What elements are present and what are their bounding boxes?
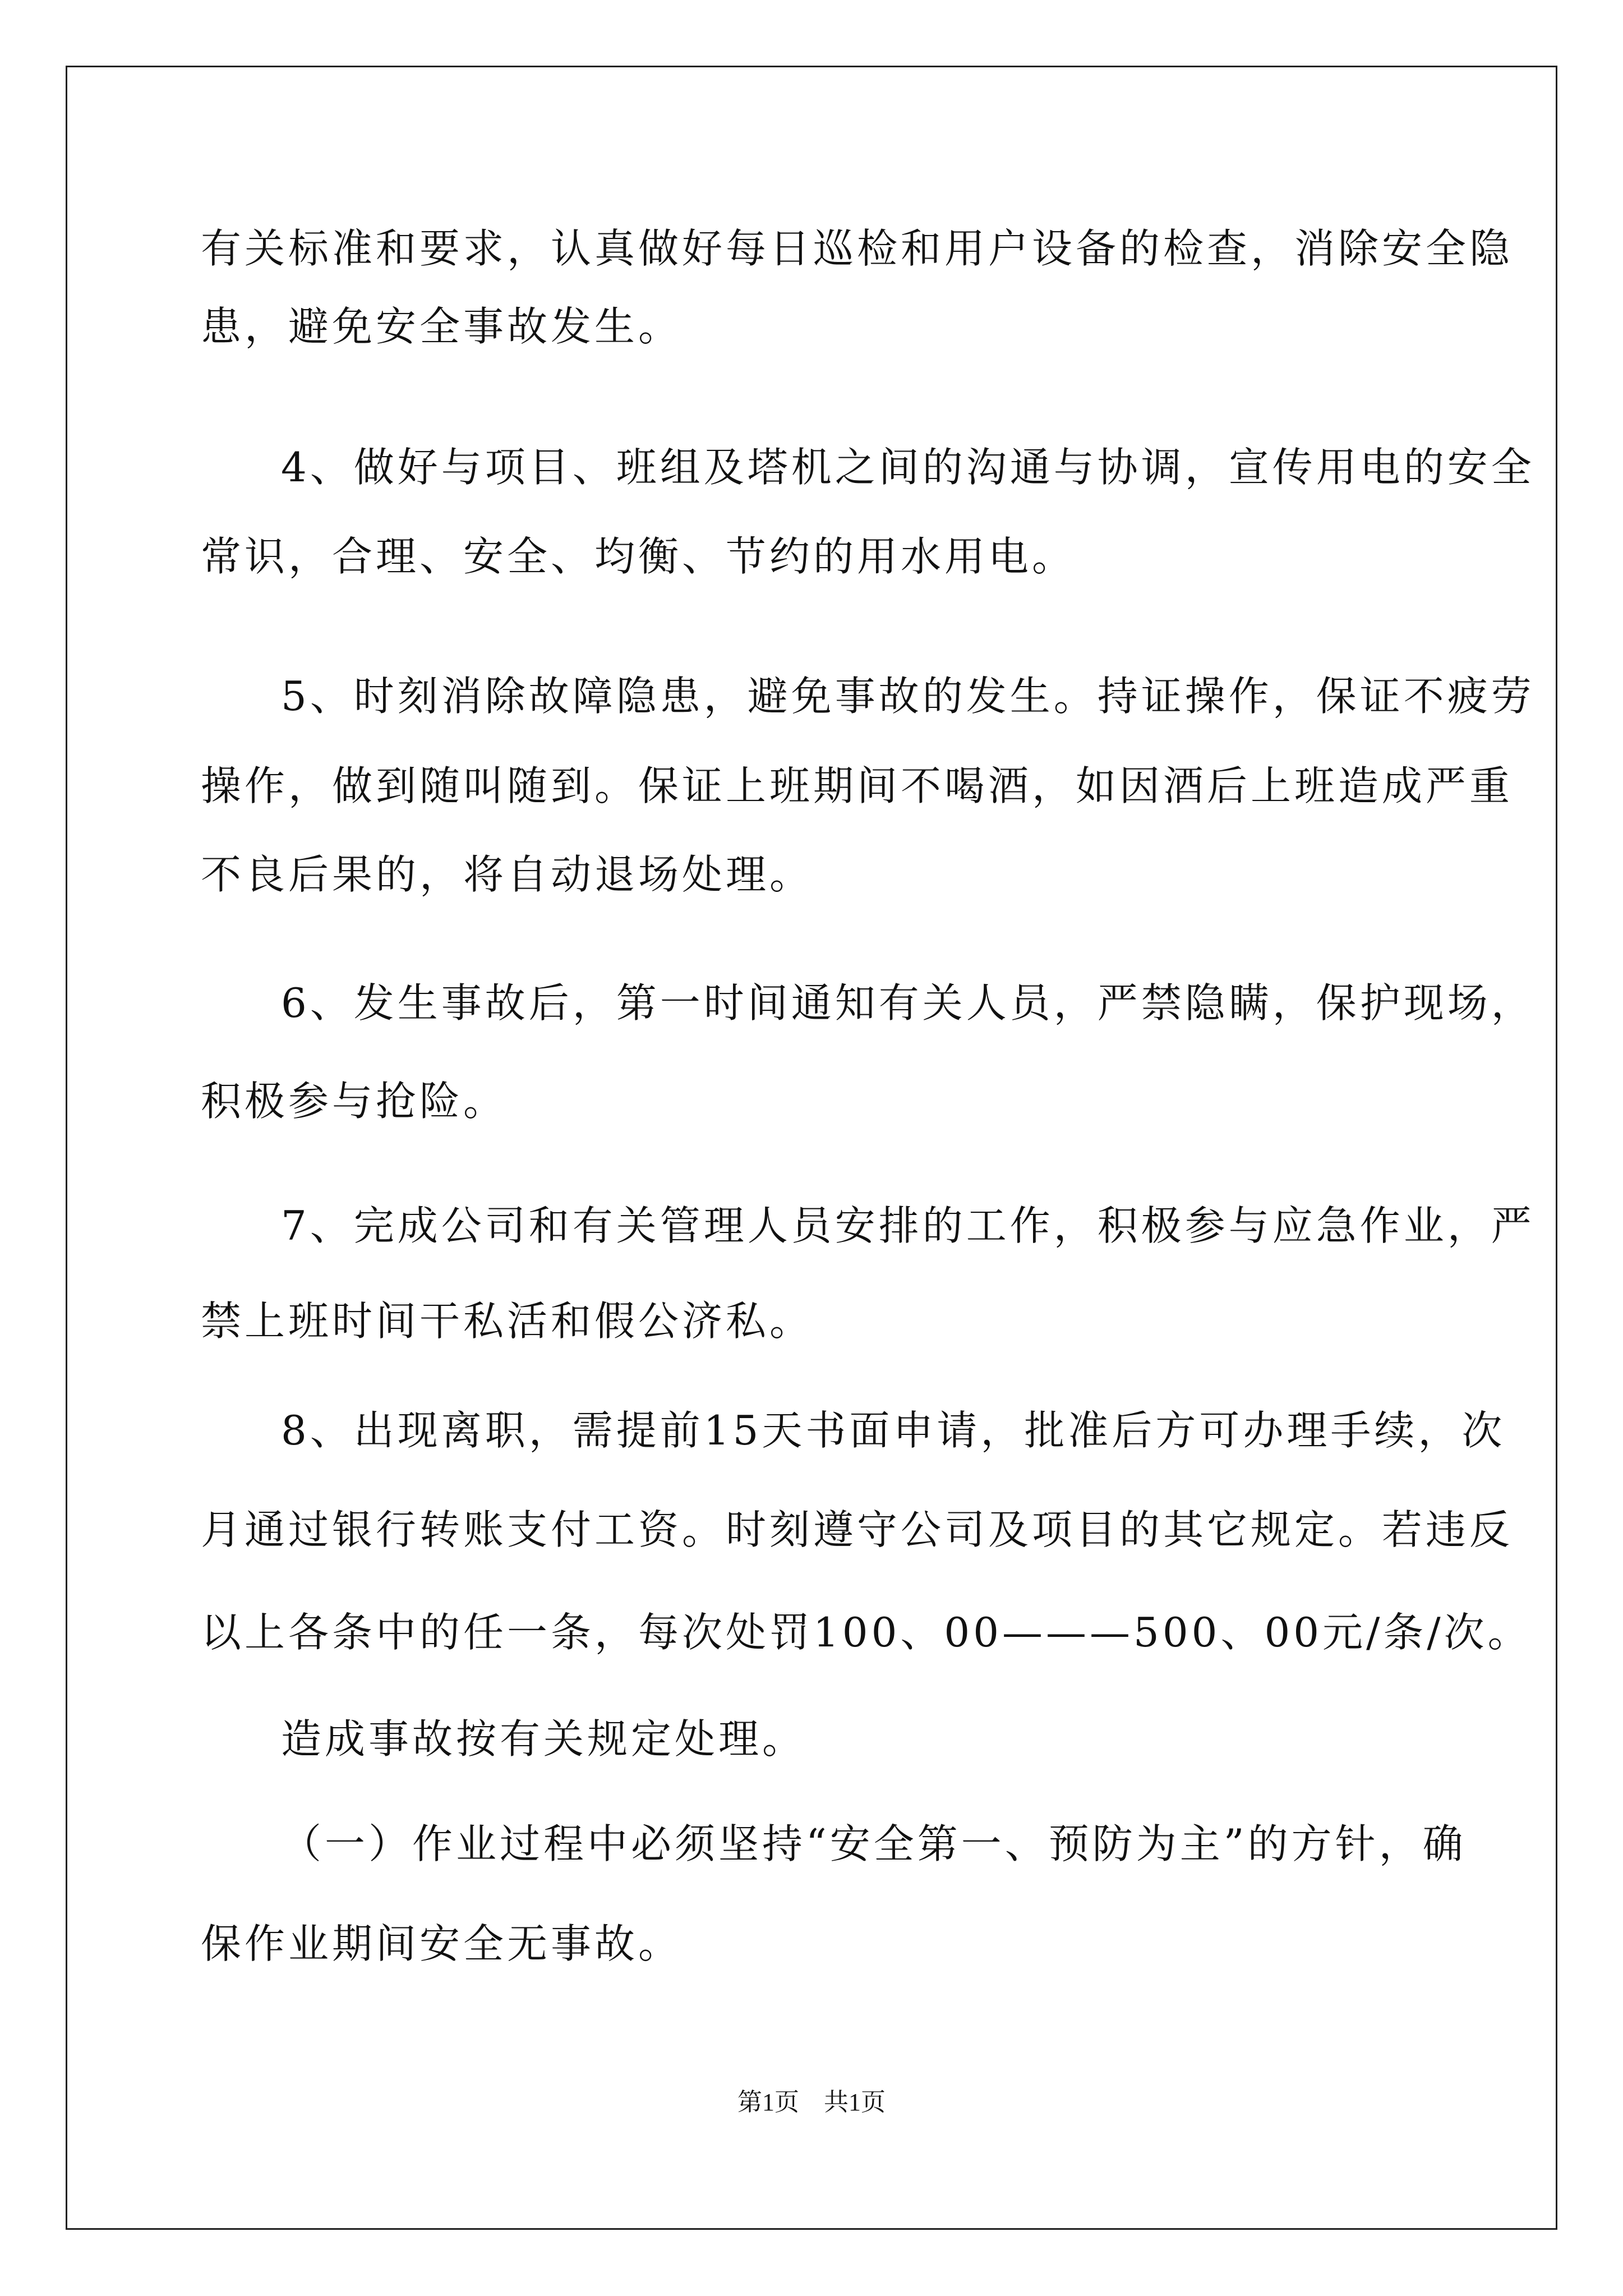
text-line: 不良后果的，将自动退场处理。 xyxy=(201,851,814,898)
text-line: 常识，合理、安全、均衡、节约的用水用电。 xyxy=(201,533,1076,580)
text-line: 禁上班时间干私活和假公济私。 xyxy=(201,1297,814,1345)
text-line: （一）作业过程中必须坚持“安全第一、预防为主”的方针，确 xyxy=(281,1820,1467,1867)
text-line: 以上各条中的任一条，每次处罚100、00———500、00元/条/次。 xyxy=(201,1609,1532,1656)
text-line: 操作，做到随叫随到。保证上班期间不喝酒，如因酒后上班造成严重 xyxy=(201,762,1514,809)
page-number-footer: 第1页 共1页 xyxy=(737,2088,886,2116)
text-line: 4、做好与项目、班组及塔机之间的沟通与协调，宣传用电的安全 xyxy=(281,444,1535,491)
text-line: 有关标准和要求，认真做好每日巡检和用户设备的检查，消除安全隐 xyxy=(201,225,1514,272)
text-line: 7、完成公司和有关管理人员安排的工作，积极参与应急作业，严 xyxy=(281,1202,1535,1249)
text-line: 积极参与抢险。 xyxy=(201,1078,508,1125)
text-line: 6、发生事故后，第一时间通知有关人员，严禁隐瞒，保护现场， xyxy=(281,979,1535,1027)
page-border xyxy=(66,66,1557,2230)
text-line: 8、出现离职，需提前15天书面申请，批准后方可办理手续，次 xyxy=(281,1407,1506,1454)
text-line: 造成事故按有关规定处理。 xyxy=(281,1715,806,1763)
text-line: 月通过银行转账支付工资。时刻遵守公司及项目的其它规定。若违反 xyxy=(201,1506,1514,1553)
text-line: 患，避免安全事故发生。 xyxy=(201,303,683,350)
text-line: 5、时刻消除故障隐患，避免事故的发生。持证操作，保证不疲劳 xyxy=(281,673,1535,720)
text-line: 保作业期间安全无事故。 xyxy=(201,1920,683,1967)
